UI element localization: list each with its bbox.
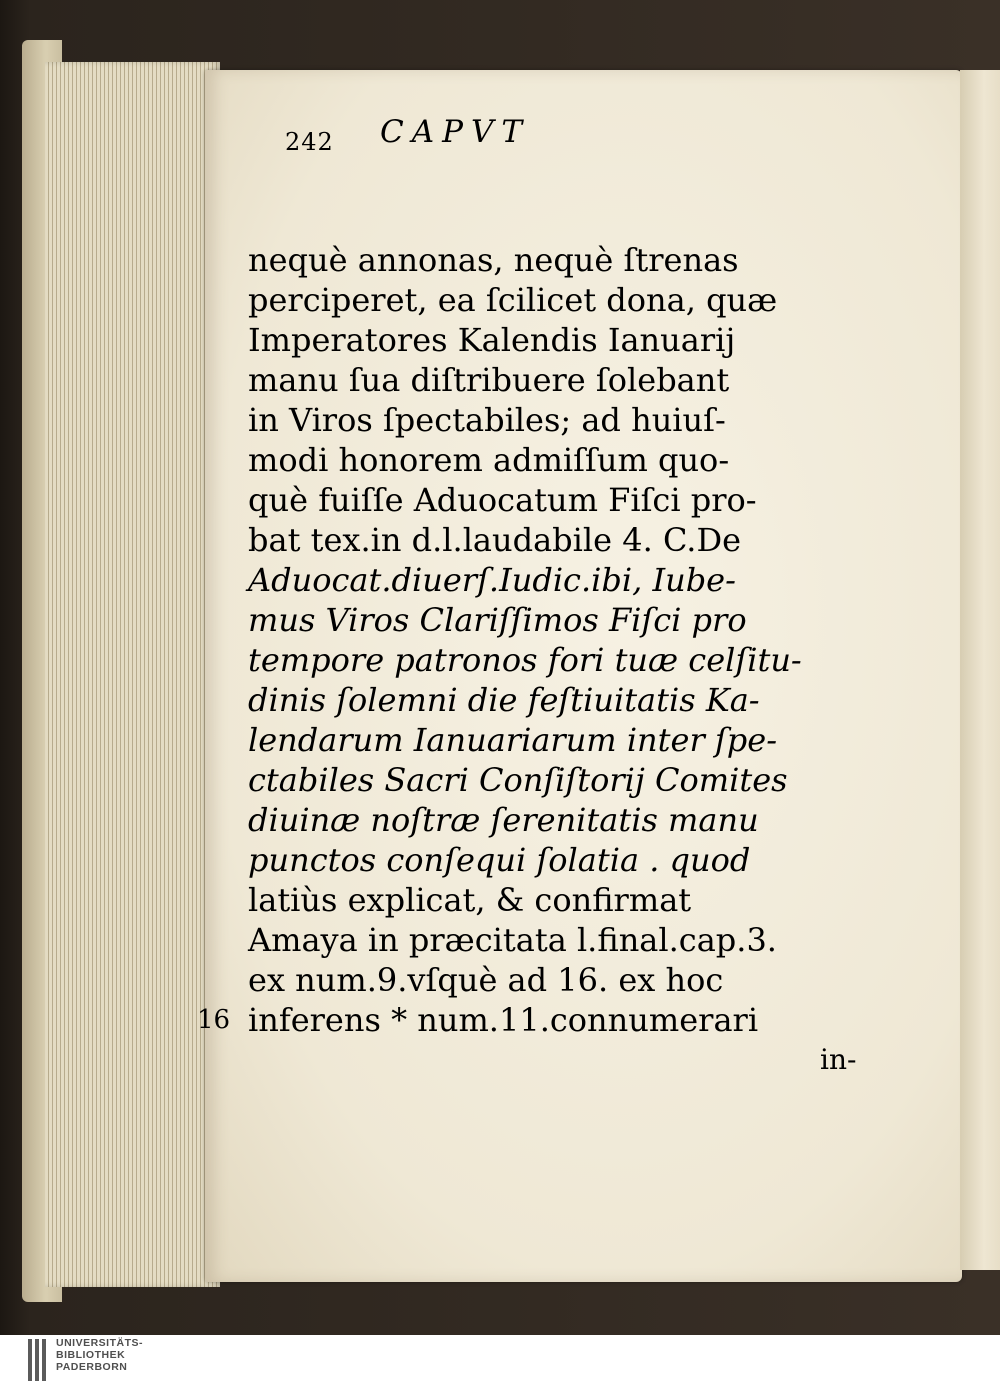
text-line: lendarum Ianuariarum inter ſpe- [248, 721, 777, 759]
page-number: 242 [285, 128, 334, 156]
text-line: manu ſua diſtribuere ſolebant [248, 361, 730, 399]
text-line: dinis ſolemni die feſtiuitatis Ka- [248, 681, 760, 719]
footer-bar [0, 1335, 1000, 1385]
catchword: in- [820, 1043, 857, 1076]
text-line: punctos conſequi ſolatia . quod [248, 841, 751, 879]
text-line: in Viros ſpectabiles; ad huiuſ- [248, 401, 726, 439]
text-line: perciperet, ea ſcilicet dona, quæ [248, 281, 778, 319]
text-line: Amaya in præcitata l.final.cap.3. [248, 921, 777, 959]
library-logo-text [56, 1337, 143, 1373]
page-stack [45, 62, 220, 1287]
text-line: Imperatores Kalendis Ianuarij [248, 321, 736, 359]
text-line: diuinæ noſtræ ſerenitatis manu [248, 801, 759, 839]
library-line: PADERBORN [56, 1361, 128, 1373]
text-line: modi honorem admiſſum quo- [248, 441, 730, 479]
library-line: BIBLIOTHEK [56, 1349, 126, 1361]
text-line: ex num.9.vſquè ad 16. ex hoc [248, 961, 724, 999]
text-line: nequè annonas, nequè ſtrenas [248, 241, 739, 279]
library-line: UNIVERSITÄTS- [56, 1337, 144, 1349]
text-line: latiùs explicat, & confirmat [248, 881, 692, 919]
text-line: ctabiles Sacri Conſiſtorij Comites [248, 761, 788, 799]
text-line: què fuiſſe Aduocatum Fiſci pro- [248, 481, 757, 519]
running-head: CAPVT [380, 114, 531, 150]
text-line: inferens * num.11.connumerari [248, 1001, 759, 1039]
text-line: mus Viros Clariſſimos Fiſci pro [248, 601, 747, 639]
facing-page-edge [960, 70, 1000, 1270]
text-line: tempore patronos fori tuæ celſitu- [248, 641, 802, 679]
marginal-number: 16 [197, 1005, 231, 1035]
text-line: bat tex.in d.l.laudabile 4. C.De [248, 521, 742, 559]
text-line: Aduocat.diuerſ.Iudic.ibi, Iube- [248, 561, 736, 599]
library-logo-icon [28, 1339, 50, 1381]
